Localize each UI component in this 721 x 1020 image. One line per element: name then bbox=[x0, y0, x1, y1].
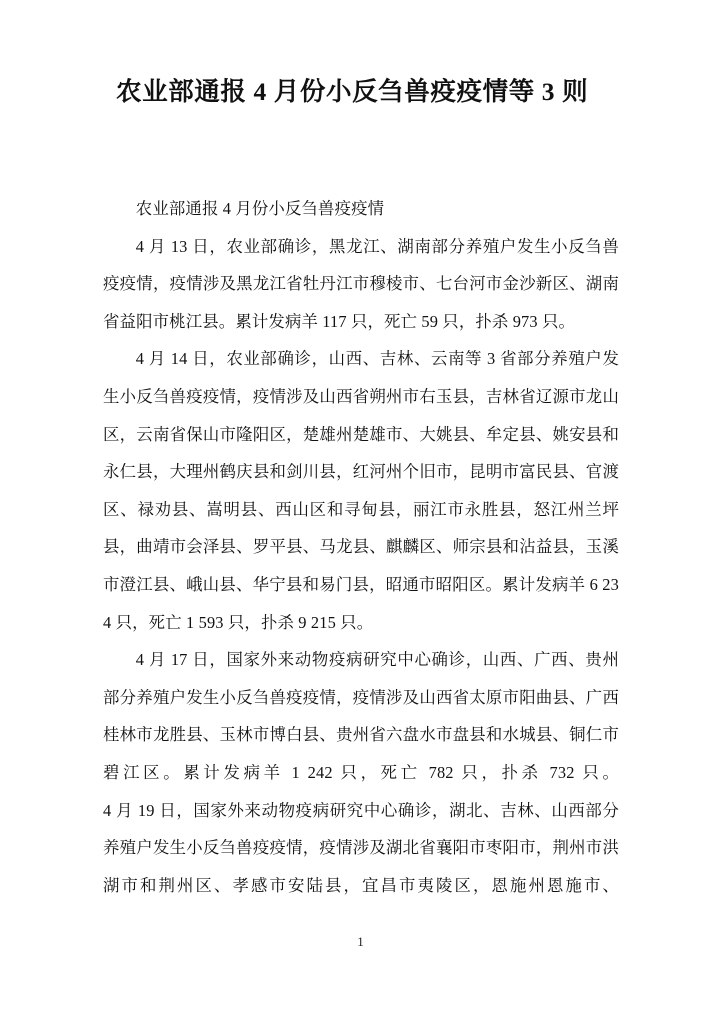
paragraph-report-apr-19: 4 月 19 日，国家外来动物疫病研究中心确诊，湖北、吉林、山西部分养殖户发生小反刍兽疫疫情，疫情涉及湖北省襄阳市枣阳市，荆州市洪湖市和荆州区、孝感市安陆县，宜昌市夷陵区，恩施州恩施市、 bbox=[103, 800, 619, 895]
document-body bbox=[103, 72, 619, 904]
paragraph-report-apr-14: 4 月 14 日，农业部确诊，山西、吉林、云南等 3 省部分养殖户发生小反刍兽疫疫情，疫情涉及山西省朔州市右玉县，吉林省辽源市龙山区，云南省保山市隆阳区，楚雄州楚雄市、大姚县、牟定县、姚安县和永仁县，大理州鹤庆县和剑川县，红河州个旧市，昆明市富民县、官渡区、禄劝县、嵩明县、西山区和寻甸县，丽江市永胜县，怒江州兰坪县，曲靖市会泽县、罗平县、马龙县、麒麟区、师宗县和沾益县，玉溪市澄江县、峨山县、华宁县和易门县，昭通市昭阳区。累计发病羊 6 234 只，死亡 1 593 只，扑杀 9 215 只。 bbox=[103, 349, 619, 632]
title-spacer bbox=[103, 112, 619, 190]
paragraph-report-apr-17: 4 月 17 日，国家外来动物疫病研究中心确诊，山西、广西、贵州部分养殖户发生小反刍兽疫疫情，疫情涉及山西省太原市阳曲县、广西桂林市龙胜县、玉林市博白县、贵州省六盘水市盘县和水城县、铜仁市碧江区。累计发病羊 1 242 只，死亡 782 只，扑杀 732 只。 bbox=[103, 650, 619, 782]
page-number: 1 bbox=[357, 934, 364, 949]
page-title: 农业部通报 4 月份小反刍兽疫疫情等 3 则 bbox=[116, 77, 589, 106]
paragraph-heading-line: 农业部通报 4 月份小反刍兽疫疫情 bbox=[135, 199, 385, 218]
paragraph-report-apr-13: 4 月 13 日，农业部确诊，黑龙江、湖南部分养殖户发生小反刍兽疫疫情，疫情涉及黑龙江省牡丹江市穆棱市、七台河市金沙新区、湖南省益阳市桃江县。累计发病羊 117 只，死亡 59 只，扑杀 973 只。 bbox=[103, 236, 619, 331]
